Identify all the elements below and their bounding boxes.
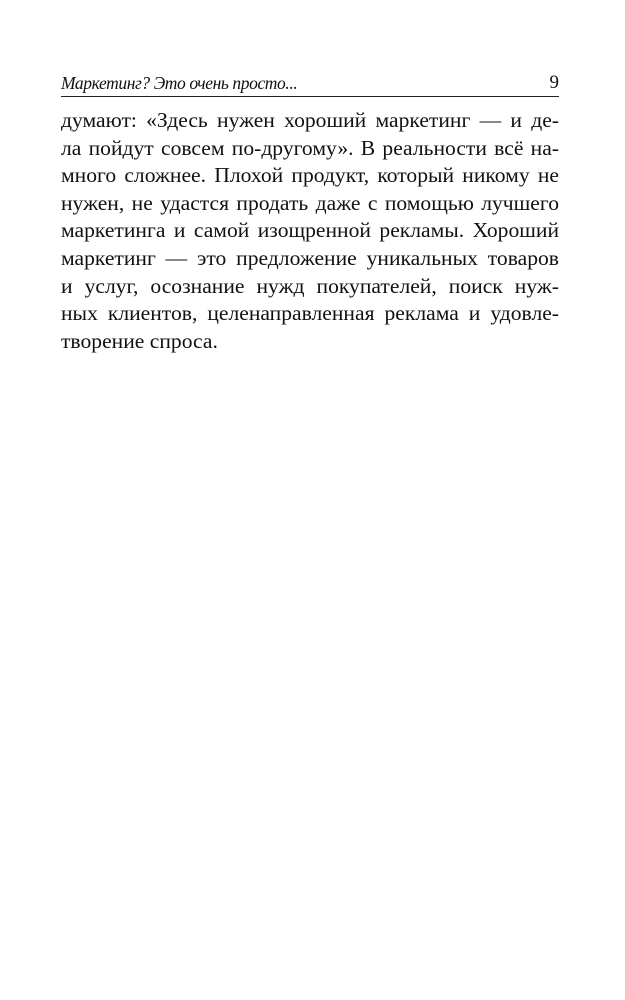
running-head xyxy=(61,70,559,97)
page-number: 9 xyxy=(549,72,559,93)
text-line: ла пойдут совсем по-другому». В реальности всё на- xyxy=(61,135,559,160)
text-line: нужен, не удастся продать даже с помощью лучшего xyxy=(61,190,559,215)
text-line: маркетинг — это предложение уникальных товаров xyxy=(61,245,559,270)
text-line: ных клиентов, целенаправленная реклама и удовле- xyxy=(61,301,559,326)
text-line: думают: «Здесь нужен хороший маркетинг — и де- xyxy=(61,108,559,132)
text-line: маркетинга и самой изощренной рекламы. Хороший xyxy=(61,218,559,243)
text-line: и услуг, осознание нужд покупателей, поиск нуж- xyxy=(61,273,559,298)
text-line: творение спроса. xyxy=(61,328,218,353)
body-paragraph xyxy=(61,107,559,355)
text-line: много сложнее. Плохой продукт, который никому не xyxy=(61,163,559,188)
running-title: Маркетинг? Это очень просто... xyxy=(61,73,298,93)
